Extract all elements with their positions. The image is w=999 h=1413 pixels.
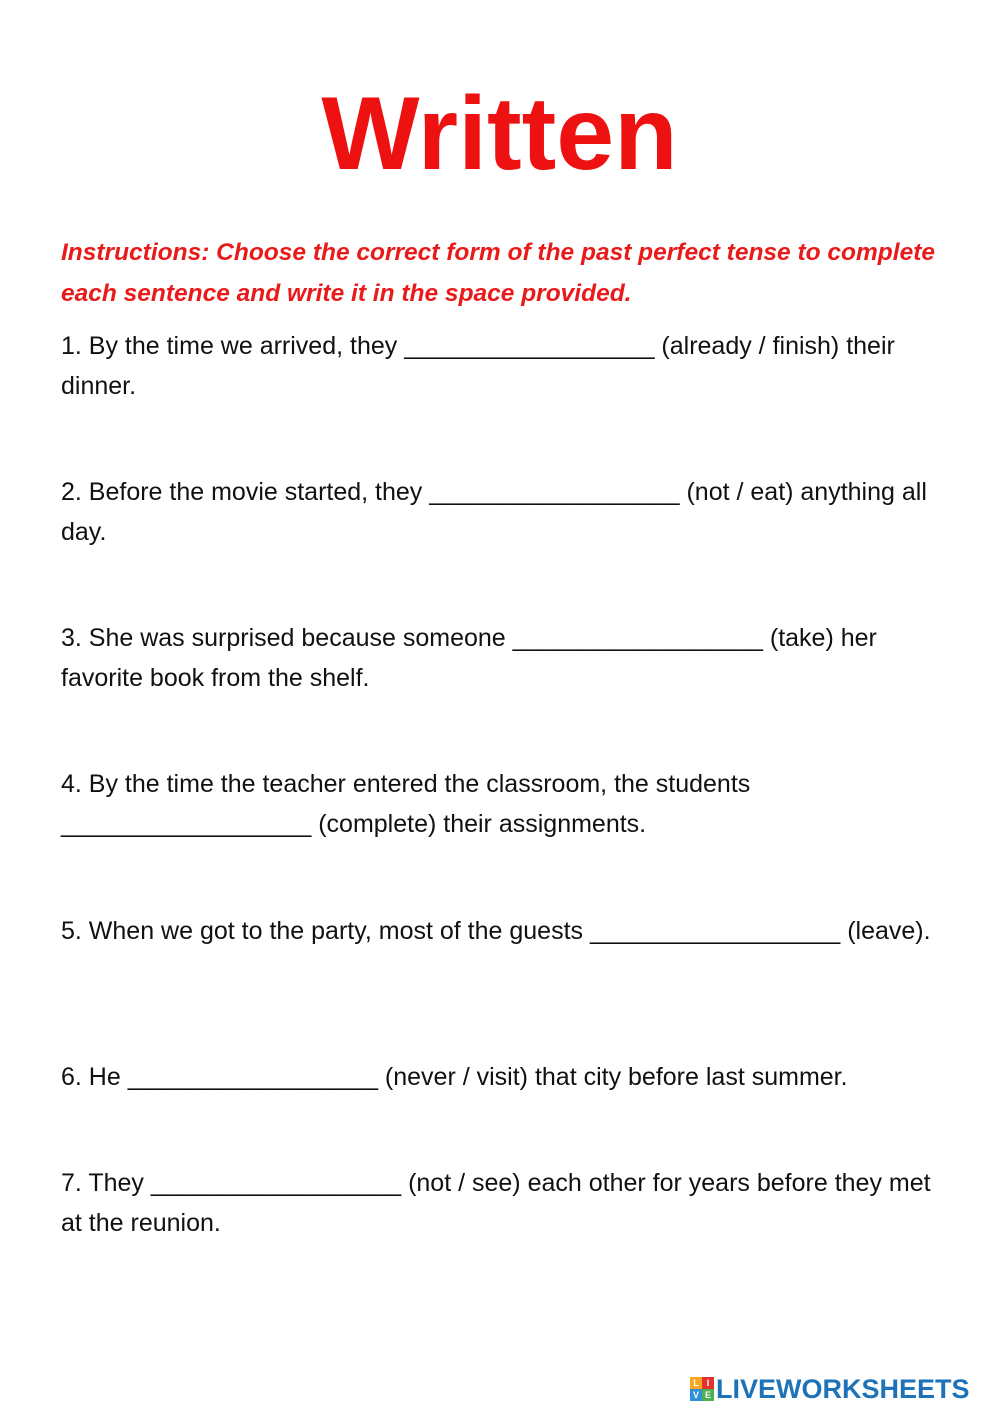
logo-mark-letter-i: I [702, 1377, 714, 1389]
logo-mark-letter-e: E [702, 1389, 714, 1401]
logo-mark-letter-v: V [690, 1389, 702, 1401]
question-7: 7. They __________________ (not / see) each other for years before they met at the reunion. [61, 1169, 931, 1237]
question-4: 4. By the time the teacher entered the classroom, the students __________________ (complete) their assignments. [61, 770, 751, 838]
question-5: 5. When we got to the party, most of the guests __________________ (leave). [61, 917, 931, 945]
liveworksheets-logo-icon [690, 1377, 714, 1401]
worksheet-title: Written [321, 76, 678, 192]
logo-mark-letter-l: L [690, 1377, 702, 1389]
question-3: 3. She was surprised because someone __________________ (take) her favorite book from the shelf. [61, 624, 877, 692]
question-1: 1. By the time we arrived, they __________________ (already / finish) their dinner. [61, 332, 895, 400]
liveworksheets-logo [690, 1374, 970, 1404]
instructions-text: Instructions: Choose the correct form of the past perfect tense to complete each sentence and write it in the space provided. [61, 239, 935, 307]
question-6: 6. He __________________ (never / visit) that city before last summer. [61, 1063, 848, 1091]
liveworksheets-logo-text: LIVEWORKSHEETS [716, 1373, 970, 1404]
question-2: 2. Before the movie started, they __________________ (not / eat) anything all day. [61, 478, 927, 546]
